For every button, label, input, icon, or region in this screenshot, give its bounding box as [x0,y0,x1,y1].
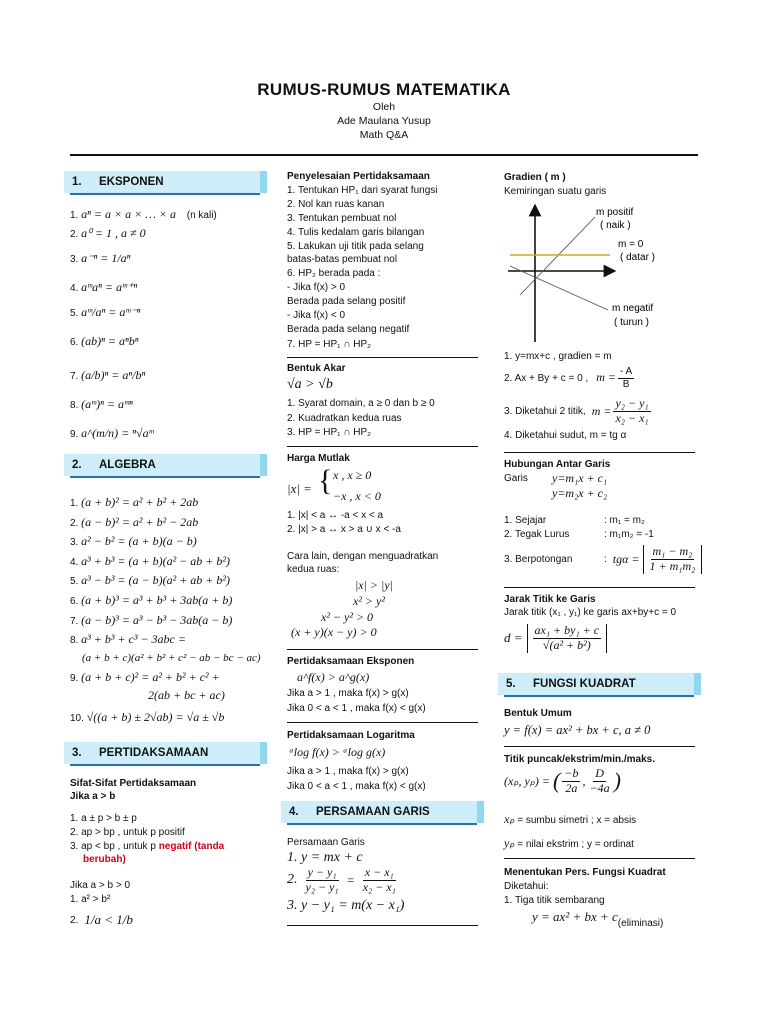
line-positive-slope [520,217,595,295]
section-number: 4. [289,806,299,818]
numerator: y₂ − y₁ [615,396,649,410]
step-item: 3. Tentukan pembuat nol [287,213,397,224]
formula: (x + y)(x − y) > 0 [291,625,377,639]
formula: a³ + b³ + c³ − 3abc = [81,632,186,646]
denominator: 2a [565,780,578,795]
denominator: √(a² + b²) [542,637,591,652]
formula: 1/a < 1/b [84,912,133,927]
item-number: 7. [70,616,79,627]
gradient-diagram [500,200,690,350]
step-item: 1. Tentukan HP₁ dari syarat fungsi [287,185,438,196]
formula: y=m₁x + c₁ [552,471,608,485]
formula: (a − b)² = a² + b² − 2ab [81,515,199,529]
formula-case: x , x ≥ 0 [333,468,372,482]
formula: (a + b + c)² = a² + b² + c² + [81,670,220,684]
subheading: Jarak Titik ke Garis [504,594,596,605]
symbol: yₚ [504,836,515,850]
step-item: 6. HP₂ berada pada : [287,268,381,279]
formula: (a − b)³ = a³ − b³ − 3ab(a − b) [81,613,233,627]
rule-item: Jika 0 < a < 1 , maka f(x) < g(x) [287,703,426,714]
section-number: 5. [506,678,516,690]
item-number: 8. [70,635,79,646]
item-number: 4. [70,557,79,568]
rule-item: 2. ap > bp , untuk p positif [70,827,185,838]
subheading: Titik puncak/ekstrim/min./maks. [504,754,655,765]
text: Jarak titik (x₁ , y₁) ke garis ax+by+c = 0 [504,607,677,618]
rule-text: 2. Ax + By + c = 0 , [504,372,589,384]
rule-text: 3. Diketahui 2 titik, [504,405,586,417]
section-title: PERTIDAKSAMAAN [99,747,209,759]
rule-item [604,545,702,574]
item-number: 7. [70,371,79,382]
formula: x² − y² > 0 [321,610,374,624]
formula: x² > y² [353,594,385,608]
step-item: 2. |x| > a ↔ x > a ∪ x < -a [287,524,401,535]
subheading: Penyelesaian Pertidaksamaan [287,171,430,182]
denominator: y₂ − y₁ [305,879,339,894]
definition-text: = sumbu simetri ; x = absis [517,815,637,826]
paren-close: ) [613,768,621,793]
formula: a⁻ⁿ = 1/aⁿ [81,251,131,265]
rule-item [504,366,636,390]
fraction [533,624,602,653]
subheading: Jika a > b > 0 [70,880,131,891]
equals-sign: = [346,872,355,887]
text: Diketahui: [504,881,549,892]
divider [504,587,695,588]
formula-lhs: tgα = [612,551,640,566]
rule-emphasis: negatif (tanda [158,841,225,852]
step-item: Berada pada selang positif [287,296,406,307]
rule-item: 1. y=mx+c , gradien = m [504,351,612,362]
formula: (a/b)ⁿ = aⁿ/bⁿ [81,368,146,382]
step-item: 2. Kuadratkan kedua ruas [287,413,402,424]
formula: |x| > |y| [355,578,393,592]
formula-lhs: |x| = [287,481,312,496]
subheading: Jika a > b [70,791,116,802]
formula-note: (n kali) [186,210,217,221]
author: Ade Maulana Yusup [337,115,431,127]
formula: √((a + b) ± 2√ab) = √a ± √b [86,710,225,724]
section-fungsi-kuadrat-header [498,673,701,695]
subheading: Bentuk Akar [287,363,346,374]
divider [504,746,695,747]
rule-item: 1. a² > b² [70,894,111,905]
item-number: 9. [70,673,79,684]
divider [287,722,478,723]
section-title: FUNGSI KUADRAT [533,678,636,690]
section-algebra-header [64,454,267,476]
formula: aᵐ/aⁿ = aᵐ⁻ⁿ [81,305,141,319]
rule-item: 4. Diketahui sudut, m = tg α [504,430,627,441]
section-persamaan-garis-header [281,801,484,823]
text: kedua ruas: [287,564,340,575]
formula: y=m₂x + c₂ [552,486,608,500]
line-negative-slope [510,266,608,310]
formula: a^(m/n) = ⁿ√aᵐ [81,426,154,440]
item-number: 1. [70,210,79,221]
denominator: −4a [589,780,610,795]
formula: 2(ab + bc + ac) [148,688,225,702]
numerator: y − y₁ [307,865,337,879]
subheading: Pertidaksamaan Eksponen [287,656,415,667]
fraction [361,866,398,895]
formula: (aᵐ)ⁿ = aᵐⁿ [81,397,133,411]
formula-row [504,767,621,796]
subheading: Sifat-Sifat Pertidaksamaan [70,778,197,789]
item-number: 8. [70,400,79,411]
formula-lhs: m = [596,370,616,385]
formula: (a + b)² = a² + b² + 2ab [81,495,199,509]
rule-item: Jika 0 < a < 1 , maka f(x) < g(x) [287,781,426,792]
formula-lhs: m = [591,403,612,418]
definition-text: = nilai ekstrim ; y = ordinat [517,839,634,850]
denominator: 1 + m₁m₂ [649,558,696,573]
absolute-value [643,545,703,574]
subheading: Pertidaksamaan Logaritma [287,730,415,741]
fraction [304,866,341,895]
formula: a⁰ = 1 , a ≠ 0 [81,226,146,240]
subheading: Harga Mutlak [287,453,350,464]
item-number: 6. [70,337,79,348]
section-underline [287,823,477,825]
divider [504,858,695,859]
subheading: Menentukan Pers. Fungsi Kuadrat [504,867,666,878]
absolute-value [527,624,608,653]
formula-row [287,866,400,895]
divider [287,357,478,358]
item-number: 9. [70,429,79,440]
formula-row [504,624,607,653]
paren-open: ( [553,768,561,793]
rule-item: 3. Berpotongan [504,554,573,565]
section-number: 2. [72,459,82,471]
item-number: 2. [287,872,298,888]
formula: y = f(x) = ax² + bx + c, a ≠ 0 [504,723,651,737]
section-title: PERSAMAAN GARIS [316,806,430,818]
item-number: 2. [70,914,79,926]
formula: a^f(x) > a^g(x) [297,670,370,684]
rule-item [504,397,653,426]
numerator: m₁ − m₂ [652,544,693,558]
formula-case: −x , x < 0 [333,489,381,503]
step-item: 7. HP = HP₁ ∩ HP₂ [287,339,372,350]
step-item: Berada pada selang negatif [287,324,410,335]
header-rule [70,154,698,156]
rule-item: : m₁ = m₂ [604,515,645,526]
item-number: 4. [70,283,79,294]
label-m-positive: m positif [596,207,634,218]
rule-item [70,912,133,929]
text: Kemiringan suatu garis [504,186,607,197]
rule-item: 1. a ± p > b ± p [70,813,137,824]
formula: a² − b² = (a + b)(a − b) [81,534,197,548]
denominator: B [622,378,630,390]
formula: (ab)ⁿ = aⁿbⁿ [81,334,139,348]
item-number: 3. [70,537,79,548]
formula: (a + b + c)(a² + b² + c² − ab − bc − ac) [82,652,261,664]
formula: y = ax² + bx + c [532,909,618,924]
label-m-zero: m = 0 [618,239,644,250]
divider [287,925,478,926]
definition-row [504,836,634,852]
byline: Oleh [372,101,396,113]
step-item: 4. Tulis kedalam garis bilangan [287,227,425,238]
fraction [618,366,634,390]
fraction [613,397,650,426]
numerator: - A [619,366,633,377]
formula-note: (eliminasi) [617,918,664,929]
fraction [648,545,698,574]
subheading: Gradien ( m ) [504,172,566,183]
rule-item: Jika a > 1 , maka f(x) > g(x) [287,766,409,777]
page-title: RUMUS-RUMUS MATEMATIKA [257,80,511,99]
section-underline [70,476,260,478]
item-number: 1. [70,498,79,509]
formula: √a > √b [287,377,333,392]
item-number: 5. [70,308,79,319]
section-underline [504,695,694,697]
item-number: 5. [70,576,79,587]
rule-item: 2. Tegak Lurus [504,529,570,540]
step-item: - Jika f(x) > 0 [287,282,346,293]
label-datar: ( datar ) [620,252,656,263]
section-pertidaksamaan-header [64,742,267,764]
formula: ᵃlog f(x) > ᵃlog g(x) [289,745,386,759]
definition-row [504,812,636,828]
divider [504,452,695,453]
formula: a³ + b³ = (a + b)(a² − ab + b²) [81,554,230,568]
step-item: 5. Lakukan uji titik pada selang [287,241,424,252]
item-number: 2. [70,518,79,529]
formula-lhs: d = [504,629,523,645]
divider [287,649,478,650]
rule-text: 3. ap < bp , untuk p [70,841,159,852]
rule-item: : m₁m₂ = -1 [604,529,654,540]
section-underline [70,193,260,195]
brace-symbol: { [318,464,333,497]
section-title: EKSPONEN [99,176,164,188]
label-turun: ( turun ) [614,317,650,328]
step-item: 3. HP = HP₁ ∩ HP₂ [287,427,372,438]
denominator: x₂ − x₁ [615,410,649,425]
step-item: 1. Syarat domain, a ≥ 0 dan b ≥ 0 [287,398,435,409]
formula: aⁿ = a × a × … × a [81,207,176,221]
rule-item: 1. Tiga titik sembarang [504,895,605,906]
numerator: x − x₁ [364,865,394,879]
item-number: 6. [70,596,79,607]
symbol: xₚ [504,812,515,826]
section-number: 1. [72,176,82,188]
formula: aᵐaⁿ = aᵐ⁺ⁿ [81,280,138,294]
subheading: Bentuk Umum [504,708,572,719]
numerator: −b [564,766,579,780]
section-title: ALGEBRA [99,459,156,471]
rule-text: : [604,553,607,565]
formula: 1. y = mx + c [287,850,363,865]
text: Garis [504,473,528,484]
item-number: 10. [70,713,84,724]
step-item: - Jika f(x) < 0 [287,310,346,321]
numerator: ax₁ + by₁ + c [534,623,600,637]
step-item: 2. Nol kan ruas kanan [287,199,385,210]
denominator: x₂ − x₁ [362,879,396,894]
formula: (a + b)³ = a³ + b³ + 3ab(a + b) [81,593,233,607]
subheading: Persamaan Garis [287,837,365,848]
section-eksponen-header [64,171,267,193]
text: Cara lain, dengan menguadratkan [287,551,439,562]
section-number: 3. [72,747,82,759]
organization: Math Q&A [359,129,409,141]
label-naik: ( naik ) [600,220,631,231]
step-item: batas-batas pembuat nol [287,254,398,265]
rule-item: 1. Sejajar [504,515,547,526]
formula-lhs: (xₚ, yₚ) = [504,773,551,788]
item-number: 3. [70,254,79,265]
rule-item [70,840,224,853]
formula: a³ − b³ = (a − b)(a² + ab + b²) [81,573,230,587]
divider [287,446,478,447]
item-number: 2. [70,229,79,240]
fraction [587,767,611,796]
rule-emphasis: berubah) [83,854,126,865]
comma: , [582,773,586,788]
rule-item: Jika a > 1 , maka f(x) > g(x) [287,688,409,699]
label-m-negative: m negatif [612,303,654,314]
section-underline [70,764,260,766]
fraction [562,767,580,796]
subheading: Hubungan Antar Garis [504,459,611,470]
numerator: D [595,766,604,780]
formula-row [532,909,664,929]
formula: 3. y − y₁ = m(x − x₁) [287,898,405,913]
step-item: 1. |x| < a ↔ -a < x < a [287,510,384,521]
